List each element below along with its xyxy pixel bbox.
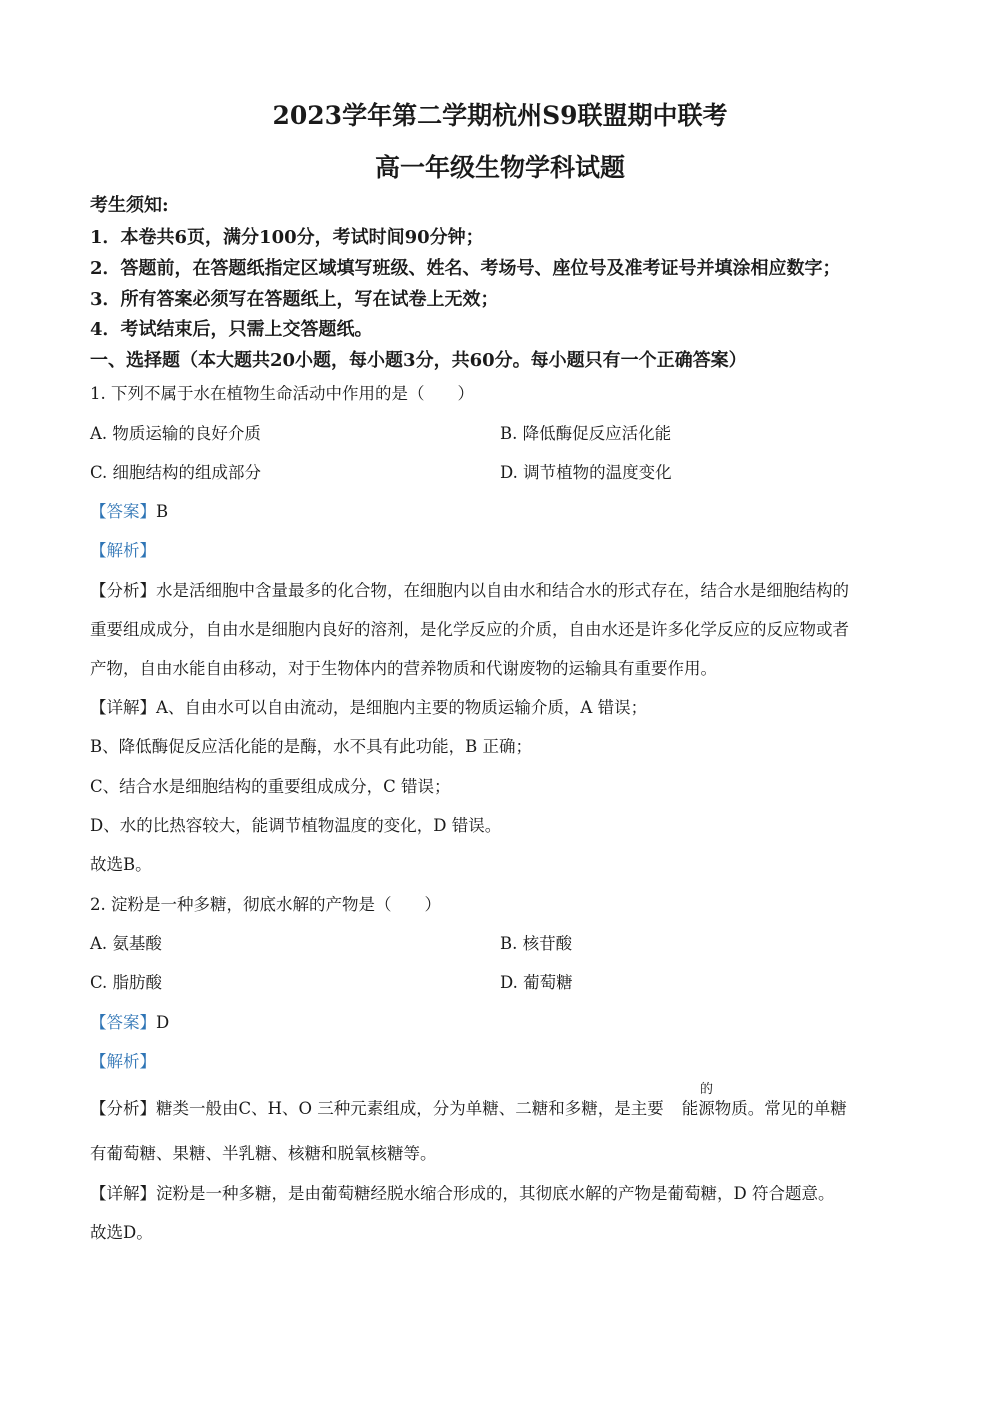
fenxi-line: 重要组成成分，自由水是细胞内良好的溶剂，是化学反应的介质，自由水还是许多化学反应的反应物或者: [90, 620, 849, 639]
option-c: C. 脂肪酸: [90, 973, 163, 992]
exam-subtitle: 高一年级生物学科试题: [374, 153, 625, 182]
answer-value: D: [156, 1013, 170, 1032]
notice-item: 3．所有答案必须写在答题纸上，写在试卷上无效；: [90, 289, 499, 310]
question-stem: 2. 淀粉是一种多糖，彻底水解的产物是（ ）: [90, 895, 441, 914]
xiangjie-line: C、结合水是细胞结构的重要组成成分，C 错误；: [90, 777, 451, 796]
answer-tag: 【答案】: [90, 1013, 156, 1032]
fenxi-line: [90, 1099, 847, 1119]
answer-line: [90, 1013, 169, 1033]
answer-line: [90, 502, 168, 522]
analysis-tag: 【解析】: [90, 1052, 156, 1071]
option-b: B. 核苷酸: [500, 934, 573, 953]
xiangjie-line: [90, 1184, 834, 1204]
fenxi-text: 糖类一般由C、H、O 三种元素组成，分为单糖、二糖和多糖，是主要: [156, 1099, 664, 1118]
notice-heading: 考生须知:: [90, 195, 169, 216]
fenxi-tag: 【分析】: [90, 581, 156, 600]
answer-tag: 【答案】: [90, 502, 156, 521]
option-d: D. 葡萄糖: [500, 973, 573, 992]
xiangjie-tag: 【详解】: [90, 698, 156, 717]
analysis-tag: 【解析】: [90, 541, 156, 560]
superscript-text: 的: [700, 1082, 714, 1097]
question-stem: 1. 下列不属于水在植物生命活动中作用的是（ ）: [90, 384, 474, 403]
fenxi-tag: 【分析】: [90, 1099, 156, 1118]
fenxi-text: 水是活细胞中含量最多的化合物，在细胞内以自由水和结合水的形式存在，结合水是细胞结构的: [156, 581, 849, 600]
notice-item: 2．答题前，在答题纸指定区域填写班级、姓名、考场号、座位号及准考证号并填涂相应数字；: [90, 258, 841, 279]
option-b: B. 降低酶促反应活化能: [500, 424, 672, 443]
xiangjie-text: 淀粉是一种多糖，是由葡萄糖经脱水缩合形成的，其彻底水解的产物是葡萄糖，D 符合题意。: [156, 1184, 835, 1203]
notice-item: 4．考试结束后，只需上交答题纸。: [90, 319, 373, 340]
fenxi-text: 能源物质。常见的单糖: [681, 1099, 847, 1118]
exam-title: 2023学年第二学期杭州S9联盟期中联考: [272, 101, 728, 130]
xiangjie-line: D、水的比热容较大，能调节植物温度的变化，D 错误。: [90, 816, 502, 835]
xiangjie-tag: 【详解】: [90, 1184, 156, 1203]
option-d: D. 调节植物的温度变化: [500, 463, 672, 482]
xiangjie-line: B、降低酶促反应活化能的是酶，水不具有此功能，B 正确；: [90, 737, 532, 756]
xiangjie-line: [90, 698, 647, 718]
fenxi-line: 有葡萄糖、果糖、半乳糖、核糖和脱氧核糖等。: [90, 1144, 437, 1163]
option-a: A. 物质运输的良好介质: [90, 424, 261, 443]
option-a: A. 氨基酸: [90, 934, 162, 953]
conclusion-line: 故选D。: [90, 1223, 153, 1242]
option-c: C. 细胞结构的组成部分: [90, 463, 262, 482]
notice-item: 1．本卷共6页，满分100分，考试时间90分钟；: [90, 227, 484, 248]
fenxi-line: [90, 581, 849, 601]
section-heading: 一、选择题（本大题共20小题，每小题3分，共60分。每小题只有一个正确答案）: [90, 350, 747, 371]
xiangjie-text: A、自由水可以自由流动，是细胞内主要的物质运输介质，A 错误；: [156, 698, 648, 717]
answer-value: B: [156, 502, 169, 521]
fenxi-line: 产物，自由水能自由移动，对于生物体内的营养物质和代谢废物的运输具有重要作用。: [90, 659, 717, 678]
conclusion-line: 故选B。: [90, 855, 152, 874]
